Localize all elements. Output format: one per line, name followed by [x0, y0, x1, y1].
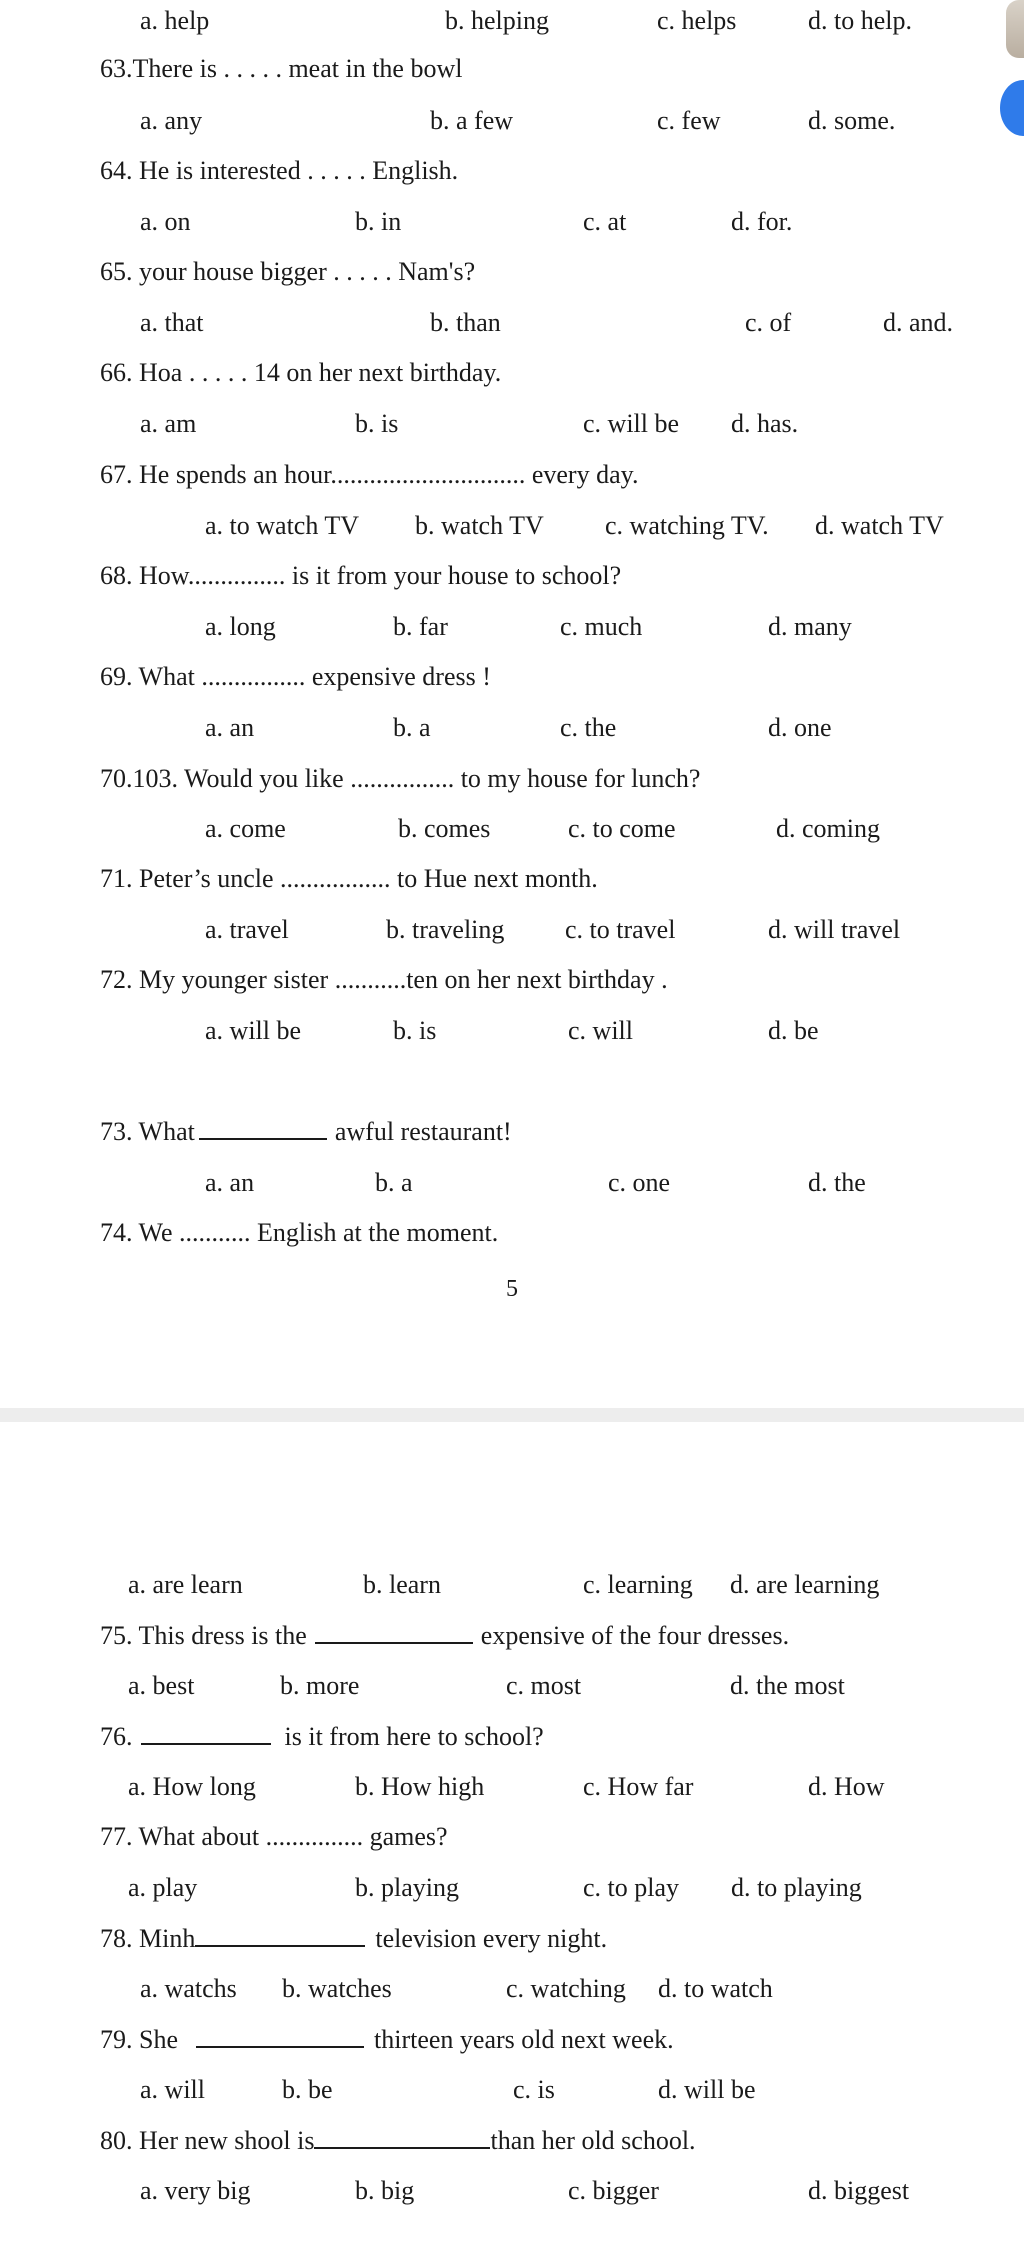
q70-option-b: b. comes: [398, 814, 491, 843]
q75-option-a: a. best: [128, 1671, 195, 1700]
q79-stem-start: 79. She: [100, 2025, 178, 2054]
q63-option-b: b. a few: [430, 106, 514, 135]
question-74: 74. We ........... English at the moment.: [100, 1218, 499, 1247]
q76-option-c: c. How far: [583, 1772, 694, 1801]
q78-stem-start: 78. Minh: [100, 1924, 196, 1953]
question-79: [100, 2024, 674, 2055]
q64-option-b: b. in: [355, 207, 402, 236]
q77-option-a: a. play: [128, 1873, 198, 1902]
q65-option-a: a. that: [140, 308, 204, 337]
q73-stem-end: awful restaurant!: [334, 1117, 512, 1146]
q78-answer-blank[interactable]: [195, 1923, 365, 1947]
q76-stem-end: is it from here to school?: [284, 1722, 544, 1751]
q70-option-c: c. to come: [568, 814, 676, 843]
q70-option-d: d. coming: [776, 814, 880, 843]
question-78: [100, 1923, 607, 1954]
avatar-edge-icon: [1006, 0, 1024, 58]
q63-option-d: d. some.: [808, 106, 896, 135]
q73-option-c: c. one: [608, 1168, 671, 1197]
q66-option-d: d. has.: [731, 409, 799, 438]
q77-option-c: c. to play: [583, 1873, 680, 1902]
q72-option-a: a. will be: [205, 1016, 302, 1045]
q79-option-a: a. will: [140, 2075, 205, 2104]
question-75: [100, 1620, 789, 1651]
worksheet-page-2: [0, 1422, 1024, 2244]
q64-option-d: d. for.: [731, 207, 793, 236]
q63-option-a: a. any: [140, 106, 203, 135]
q73-option-a: a. an: [205, 1168, 255, 1197]
chat-bubble-edge-icon[interactable]: [1000, 80, 1024, 136]
q70-option-a: a. come: [205, 814, 286, 843]
q80-option-c: c. bigger: [568, 2176, 659, 2205]
q66-option-c: c. will be: [583, 409, 680, 438]
question-77: 77. What about ............... games?: [100, 1822, 448, 1851]
q64-option-c: c. at: [583, 207, 627, 236]
q80-option-b: b. big: [355, 2176, 415, 2205]
q65-option-b: b. than: [430, 308, 501, 337]
q67-option-a: a. to watch TV: [205, 511, 360, 540]
q68-option-a: a. long: [205, 612, 276, 641]
q69-option-b: b. a: [393, 713, 431, 742]
q67-option-d: d. watch TV: [815, 511, 944, 540]
q78-option-d: d. to watch: [658, 1974, 773, 2003]
q74-option-d: d. are learning: [730, 1570, 880, 1599]
q79-option-d: d. will be: [658, 2075, 756, 2104]
q79-answer-blank[interactable]: [196, 2024, 364, 2048]
q74-option-c: c. learning: [583, 1570, 693, 1599]
q73-option-b: b. a: [375, 1168, 413, 1197]
q72-option-d: d. be: [768, 1016, 819, 1045]
q75-option-b: b. more: [280, 1671, 360, 1700]
question-80: [100, 2125, 696, 2156]
q68-option-d: d. many: [768, 612, 852, 641]
q76-option-a: a. How long: [128, 1772, 256, 1801]
question-69: 69. What ................ expensive dress !: [100, 662, 491, 691]
q67-option-c: c. watching TV.: [605, 511, 769, 540]
question-65: 65. your house bigger . . . . . Nam's?: [100, 257, 476, 286]
option-a: a. help: [140, 6, 210, 35]
q71-option-d: d. will travel: [768, 915, 901, 944]
q78-option-b: b. watches: [282, 1974, 392, 2003]
q75-answer-blank[interactable]: [315, 1620, 473, 1644]
q74-option-b: b. learn: [363, 1570, 441, 1599]
q71-option-b: b. traveling: [386, 915, 505, 944]
question-63: 63.There is . . . . . meat in the bowl: [100, 54, 463, 83]
q80-stem-start: 80. Her new shool is: [100, 2126, 315, 2155]
q80-option-a: a. very big: [140, 2176, 251, 2205]
q75-stem-start: 75. This dress is the: [100, 1621, 307, 1650]
question-73: [100, 1116, 512, 1147]
q77-option-d: d. to playing: [731, 1873, 862, 1902]
option-c: c. helps: [657, 6, 737, 35]
q64-option-a: a. on: [140, 207, 191, 236]
q76-answer-blank[interactable]: [141, 1721, 271, 1745]
q65-option-d: d. and.: [883, 308, 954, 337]
question-66: 66. Hoa . . . . . 14 on her next birthday.: [100, 358, 502, 387]
q76-option-b: b. How high: [355, 1772, 485, 1801]
q76-stem-start: 76.: [100, 1722, 133, 1751]
page-number: 5: [506, 1276, 518, 1302]
q77-option-b: b. playing: [355, 1873, 459, 1902]
option-b: b. helping: [445, 6, 549, 35]
q75-stem-end: expensive of the four dresses.: [480, 1621, 790, 1650]
q66-option-b: b. is: [355, 409, 399, 438]
q78-stem-end: television every night.: [375, 1924, 608, 1953]
question-64: 64. He is interested . . . . . English.: [100, 156, 459, 185]
q68-option-b: b. far: [393, 612, 448, 641]
q69-option-c: c. the: [560, 713, 617, 742]
question-72: 72. My younger sister ...........ten on her next birthday .: [100, 965, 668, 994]
q66-option-a: a. am: [140, 409, 197, 438]
question-76: [100, 1721, 544, 1752]
question-71: 71. Peter’s uncle ................. to Hue next month.: [100, 864, 598, 893]
q71-option-c: c. to travel: [565, 915, 676, 944]
q80-stem-end: than her old school.: [490, 2126, 696, 2155]
question-67: 67. He spends an hour.............................. every day.: [100, 460, 639, 489]
q78-option-a: a. watchs: [140, 1974, 237, 2003]
q79-option-c: c. is: [513, 2075, 555, 2104]
q73-option-d: d. the: [808, 1168, 866, 1197]
q69-option-d: d. one: [768, 713, 832, 742]
question-70: 70.103. Would you like ................ to my house for lunch?: [100, 764, 701, 793]
option-d: d. to help.: [808, 6, 912, 35]
q74-option-a: a. are learn: [128, 1570, 243, 1599]
q73-answer-blank[interactable]: [199, 1116, 327, 1140]
q80-option-d: d. biggest: [808, 2176, 910, 2205]
q75-option-d: d. the most: [730, 1671, 845, 1700]
q72-option-b: b. is: [393, 1016, 437, 1045]
q80-answer-blank[interactable]: [314, 2125, 490, 2149]
page-separator: [0, 1408, 1024, 1422]
q65-option-c: c. of: [745, 308, 792, 337]
q75-option-c: c. most: [506, 1671, 582, 1700]
q78-option-c: c. watching: [506, 1974, 626, 2003]
q68-option-c: c. much: [560, 612, 643, 641]
q72-option-c: c. will: [568, 1016, 633, 1045]
question-68: 68. How............... is it from your house to school?: [100, 561, 622, 590]
q79-stem-end: thirteen years old next week.: [374, 2025, 674, 2054]
q67-option-b: b. watch TV: [415, 511, 544, 540]
q63-option-c: c. few: [657, 106, 721, 135]
q76-option-d: d. How: [808, 1772, 885, 1801]
q73-stem-start: 73. What: [100, 1117, 195, 1146]
q69-option-a: a. an: [205, 713, 255, 742]
q71-option-a: a. travel: [205, 915, 289, 944]
q79-option-b: b. be: [282, 2075, 333, 2104]
